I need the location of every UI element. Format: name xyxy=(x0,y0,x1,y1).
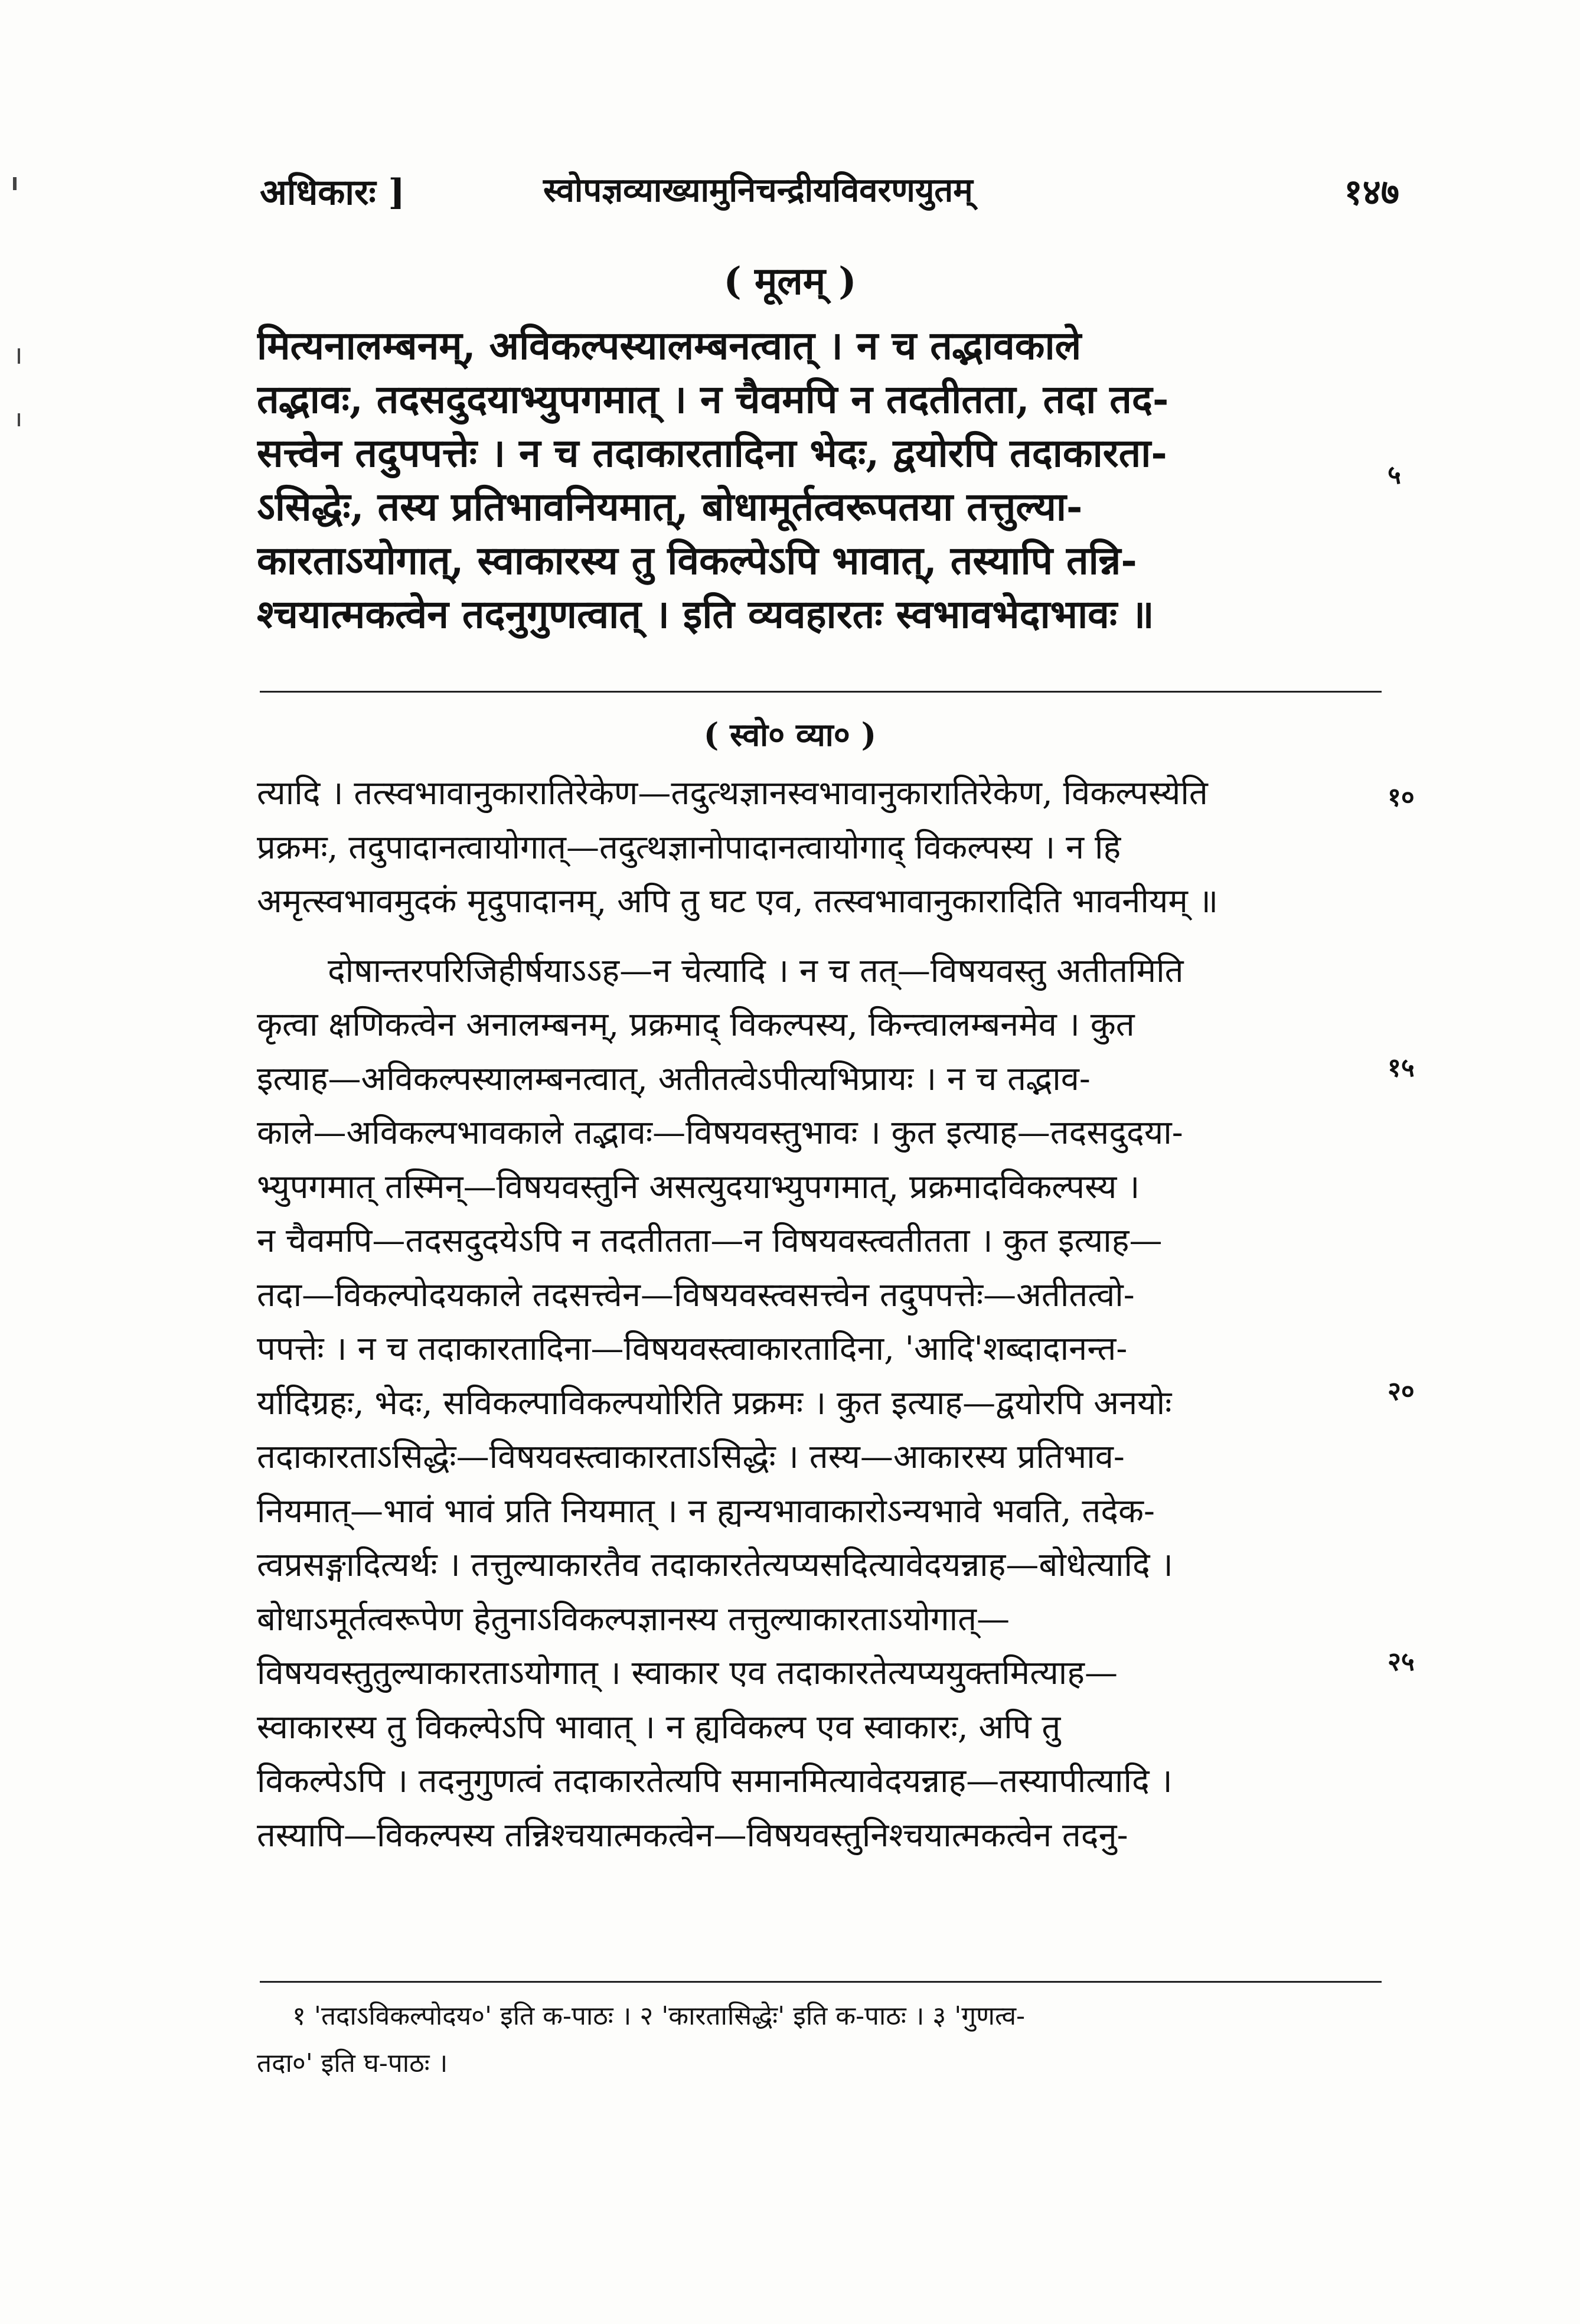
text-line: स्वाकारस्य तु विकल्पेऽपि भावात् । न ह्यविकल्प एव स्वाकारः, अपि तु xyxy=(257,1708,1061,1747)
text-line: तदा—विकल्पोदयकाले तदसत्त्वेन—विषयवस्त्वसत्त्वेन तदुपपत्तेः—अतीतत्वो- xyxy=(257,1275,1135,1314)
text-line: कृत्वा क्षणिकत्वेन अनालम्बनम्, प्रक्रमाद् विकल्पस्य, किन्त्वालम्बनमेव । कुत xyxy=(257,1006,1135,1044)
margin-speck xyxy=(18,348,20,364)
footnote-line: १ 'तदाऽविकल्पोदय०' इति क-पाठः । २ 'कारतासिद्धेः' इति क-पाठः । ३ 'गुणत्व- xyxy=(292,2001,1025,2031)
text-line: अमृत्स्वभावमुदकं मृदुपादानम्, अपि तु घट एव, तत्स्वभावानुकारादिति भावनीयम् ॥ xyxy=(257,882,1219,921)
text-line: भ्युपगमात् तस्मिन्—विषयवस्तुनि असत्युदयाभ्युपगमात्, प्रक्रमादविकल्पस्य । xyxy=(257,1167,1140,1206)
mool-text xyxy=(257,319,1379,641)
footnote-line: तदा०' इति घ-पाठः । xyxy=(257,2048,448,2078)
text-line: न चैवमपि—तदसदुदयेऽपि न तदतीतता—न विषयवस्त्वतीतता । कुत इत्याह— xyxy=(257,1222,1163,1260)
line-number-20: २० xyxy=(1388,1376,1415,1406)
text-line: दोषान्तरपरिजिहीर्षयाऽऽह—न चेत्यादि । न च तत्—विषयवस्तु अतीतमिति xyxy=(328,951,1184,990)
footnotes xyxy=(257,1993,1379,2087)
text-line: ऽसिद्धेः, तस्य प्रतिभावनियमात्, बोधामूर्तत्वरूपतया तत्तुल्या- xyxy=(257,484,1083,530)
commentary-text xyxy=(257,766,1379,1862)
margin-speck xyxy=(18,413,20,426)
text-line: प्रक्रमः, तदुपादानत्वायोगात्—तदुत्थज्ञानोपादानत्वायोगाद् विकल्पस्य । न हि xyxy=(257,828,1121,867)
text-line: पपत्तेः । न च तदाकारतादिना—विषयवस्त्वाकारतादिना, 'आदि'शब्दादानन्त- xyxy=(257,1330,1128,1368)
text-line: तद्भावः, तदसदुदयाभ्युपगमात् । न चैवमपि न तदतीतता, तदा तद- xyxy=(257,376,1169,422)
text-line: श्चयात्मकत्वेन तदनुगुणत्वात् । इति व्यवहारतः स्वभावभेदाभावः ॥ xyxy=(257,591,1154,637)
text-line: तस्यापि—विकल्पस्य तन्निश्चयात्मकत्वेन—विषयवस्तुनिश्चयात्मकत्वेन तदनु- xyxy=(257,1816,1128,1855)
text-line: काले—अविकल्पभावकाले तद्भावः—विषयवस्तुभावः । कुत इत्याह—तदसदुदया- xyxy=(257,1114,1183,1152)
section-divider xyxy=(260,691,1382,693)
text-line: त्यादि । तत्स्वभावानुकारातिरेकेण—तदुत्थज्ञानस्वभावानुकारातिरेकेण, विकल्पस्येति xyxy=(257,774,1208,812)
line-number-5: ५ xyxy=(1388,460,1401,490)
line-number-25: २५ xyxy=(1388,1647,1415,1677)
text-line: इत्याह—अविकल्पस्यालम्बनत्वात्, अतीतत्वेऽपीत्यभिप्रायः । न च तद्भाव- xyxy=(257,1059,1091,1098)
commentary-section-title: ( स्वो० व्या० ) xyxy=(703,716,877,753)
text-line: र्यादिग्रहः, भेदः, सविकल्पाविकल्पयोरिति प्रक्रमः । कुत इत्याह—द्वयोरपि अनयोः xyxy=(257,1383,1172,1422)
text-line: विषयवस्तुतुल्याकारताऽयोगात् । स्वाकार एव तदाकारतेत्यप्ययुक्तमित्याह— xyxy=(257,1654,1118,1692)
text-line: नियमात्—भावं भावं प्रति नियमात् । न ह्यन्यभावाकारोऽन्यभावे भवति, तदेक- xyxy=(257,1491,1155,1530)
book-title: स्वोपज्ञव्याख्यामुनिचन्द्रीयविवरणयुतम् xyxy=(543,171,973,210)
page-number: १४७ xyxy=(1344,172,1399,213)
text-line: तदाकारताऽसिद्धेः—विषयवस्त्वाकारताऽसिद्धेः । तस्य—आकारस्य प्रतिभाव- xyxy=(257,1438,1125,1476)
line-number-15: १५ xyxy=(1388,1053,1415,1083)
line-number-10: १० xyxy=(1388,782,1415,812)
text-line: सत्त्वेन तदुपपत्तेः । न च तदाकारतादिना भेदः, द्वयोरपि तदाकारता- xyxy=(257,430,1167,476)
mool-section-title: ( मूलम् ) xyxy=(723,259,857,303)
text-line: त्वप्रसङ्गादित्यर्थः । तत्तुल्याकारतैव तदाकारतेत्यप्यसदित्यावेदयन्नाह—बोधेत्यादि । xyxy=(257,1546,1173,1584)
footnote-divider xyxy=(260,1981,1382,1983)
text-line: कारताऽयोगात्, स्वाकारस्य तु विकल्पेऽपि भावात्, तस्यापि तन्नि- xyxy=(257,537,1137,583)
text-line: विकल्पेऽपि । तदनुगुणत्वं तदाकारतेत्यपि समानमित्यावेदयन्नाह—तस्यापीत्यादि । xyxy=(257,1762,1173,1800)
text-line: बोधाऽमूर्तत्वरूपेण हेतुनाऽविकल्पज्ञानस्य तत्तुल्याकारताऽयोगात्— xyxy=(257,1600,1010,1638)
margin-speck xyxy=(13,177,17,190)
running-header xyxy=(260,167,1399,220)
text-line: मित्यनालम्बनम्, अविकल्पस्यालम्बनत्वात् । न च तद्भावकाले xyxy=(257,322,1082,368)
chapter-label: अधिकारः ] xyxy=(260,172,405,213)
